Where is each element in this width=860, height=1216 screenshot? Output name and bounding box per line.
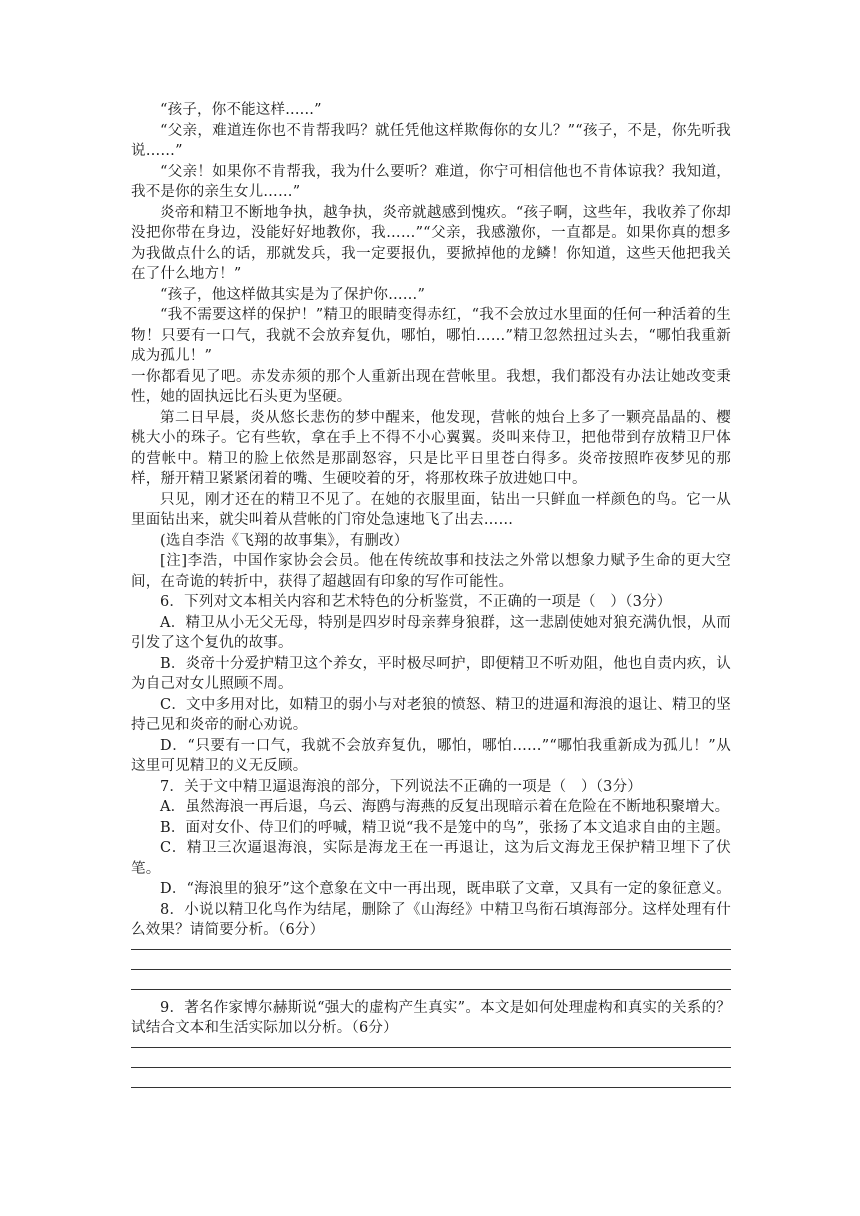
- answer-line: [131, 1087, 731, 1088]
- source-citation: (选自李浩《飞翔的故事集》，有删改）: [160, 532, 409, 549]
- answer-line: [131, 949, 731, 950]
- question-6-option-b: B．炎帝十分爱护精卫这个养女，平时极尽呵护，即便精卫不听劝阻，他也自责内疚，认为自己对女儿照顾不周。: [131, 655, 731, 692]
- question-9-answer-area[interactable]: [131, 1047, 731, 1088]
- paragraph: “孩子，你不能这样......”: [160, 102, 322, 118]
- answer-line: [131, 1067, 731, 1068]
- question-6-option-a: A．精卫从小无父无母，特别是四岁时母亲葬身狼群，这一悲剧使她对狼充满仇恨，从而引发了这个复仇的故事。: [131, 614, 731, 651]
- paragraph: 炎帝和精卫不断地争执，越争执，炎帝就越感到愧疚。“孩子啊，这些年，我收养了你却没把你带在身边，没能好好地教你，我……”“父亲，我感激你，一直都是。如果你真的想多为我做点什么的话，那就发兵，我一定要报仇，要掀掉他的龙鳞！你知道，这些天他把我关在了什么地方！”: [131, 204, 731, 282]
- question-8-stem: 8．小说以精卫化鸟作为结尾，删除了《山海经》中精卫鸟衔石填海部分。这样处理有什么效果？请简要分析。（6分）: [131, 901, 731, 938]
- question-7-stem: 7．关于文中精卫逼退海浪的部分，下列说法不正确的一项是（ ）（3分）: [160, 778, 642, 795]
- question-8-answer-area[interactable]: [131, 949, 731, 990]
- paragraph: “我不需要这样的保护！”精卫的眼睛变得赤红，“我不会放过水里面的任何一种活着的生物！只要有一口气，我就不会放弃复仇，哪怕，哪怕……”精卫忽然扭过头去，“哪怕我重新成为孤儿！”: [131, 307, 731, 364]
- reading-passage: [131, 100, 731, 592]
- paragraph: “父亲，难道连你也不肯帮我吗？就任凭他这样欺侮你的女儿？”“孩子，不是，你先听我说……”: [131, 122, 731, 159]
- paragraph: 只见，刚才还在的精卫不见了。在她的衣服里面，钻出一只鲜血一样颜色的鸟。它一从里面钻出来，就尖叫着从营帐的门帘处急速地飞了出去……: [131, 491, 731, 528]
- exam-page: [131, 100, 731, 1096]
- question-7-option-a: A．虽然海浪一再后退，乌云、海鸥与海燕的反复出现暗示着在危险在不断地积聚增大。: [160, 799, 730, 815]
- paragraph: “父亲！如果你不肯帮我，我为什么要听？难道，你宁可相信他也不肯体谅我？我知道，我不是你的亲生女儿……”: [131, 163, 731, 200]
- question-7-option-b: B．面对女仆、侍卫们的呼喊，精卫说“我不是笼中的鸟”，张扬了本文追求自由的主题。: [160, 819, 730, 836]
- question-7-option-d: D．“海浪里的狼牙”这个意象在文中一再出现，既串联了文章，又具有一定的象征意义。: [160, 881, 731, 897]
- answer-line: [131, 1047, 731, 1048]
- answer-line: [131, 989, 731, 990]
- answer-line: [131, 969, 731, 970]
- question-9-stem: 9．著名作家博尔赫斯说“强大的虚构产生真实”。本文是如何处理虚构和真实的关系的？试结合文本和生活实际加以分析。（6分）: [131, 999, 731, 1036]
- paragraph: 一你都看见了吧。赤发赤须的那个人重新出现在营帐里。我想，我们都没有办法让她改变秉性，她的固执远比石头更为坚硬。: [131, 368, 731, 405]
- question-6-option-c: C．文中多用对比，如精卫的弱小与对老狼的愤怒、精卫的进逼和海浪的退让、精卫的坚持己见和炎帝的耐心劝说。: [131, 696, 731, 733]
- question-7-option-c: C．精卫三次逼退海浪，实际是海龙王在一再退让，这为后文海龙王保护精卫埋下了伏笔。: [131, 840, 731, 877]
- questions-section: [131, 592, 731, 1088]
- question-6-stem: 6．下列对文本相关内容和艺术特色的分析鉴赏，不正确的一项是（ ）（3分）: [160, 594, 672, 610]
- paragraph: “孩子，他这样做其实是为了保护你……”: [160, 286, 426, 303]
- author-note: [注]李浩，中国作家协会会员。他在传统故事和技法之外常以想象力赋予生命的更大空间，在奇诡的转折中，获得了超越固有印象的写作可能性。: [131, 553, 731, 590]
- question-6-option-d: D．“只要有一口气，我就不会放弃复仇，哪怕，哪怕……”“哪怕我重新成为孤儿！”从这里可见精卫的义无反顾。: [131, 737, 731, 774]
- paragraph: 第二日早晨，炎从悠长悲伤的梦中醒来，他发现，营帐的烛台上多了一颗亮晶晶的、樱桃大小的珠子。它有些软，拿在手上不得不小心翼翼。炎叫来侍卫，把他带到存放精卫尸体的营帐中。精卫的脸上依然是那副怒容，只是比平日里苍白得多。炎帝按照昨夜梦见的那样，掰开精卫紧紧闭着的嘴、生硬咬着的牙，将那枚珠子放进她口中。: [131, 409, 731, 487]
